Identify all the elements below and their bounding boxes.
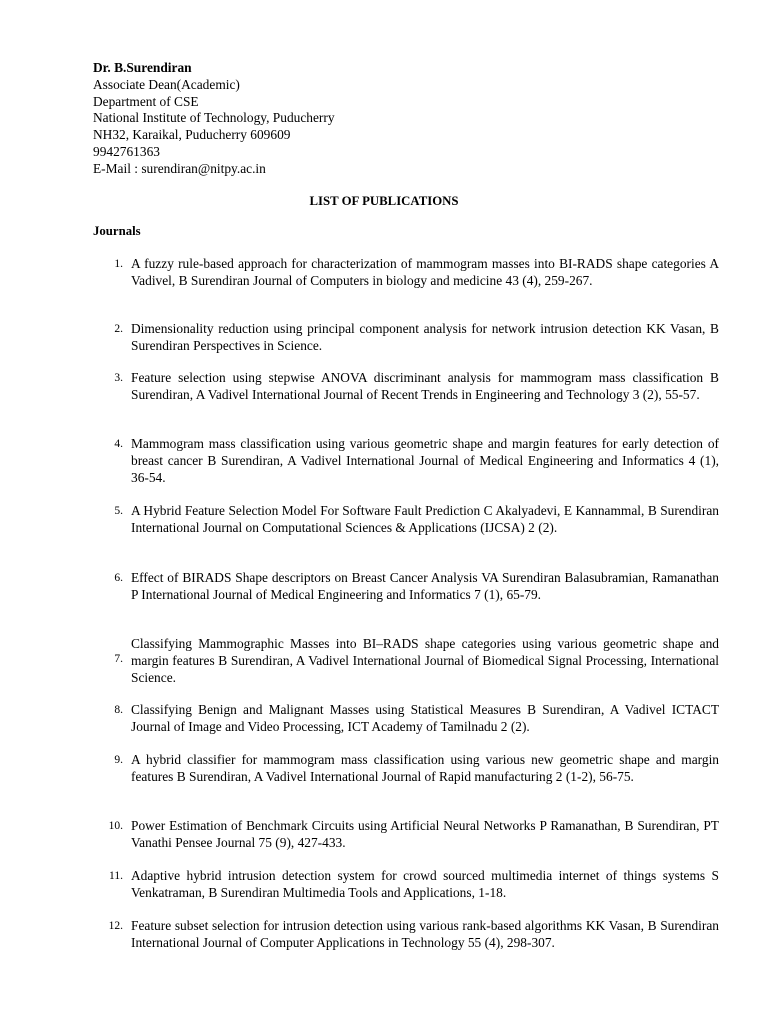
publication-number: 1. xyxy=(114,258,123,270)
publication-text: A hybrid classifier for mammogram mass classification using various new geometric shape and margin features B Surendiran, A Vadivel International Journal of Rapid manufacturing 2 (1-2), 56-75. xyxy=(131,752,719,784)
publication-text: Classifying Mammographic Masses into BI–RADS shape categories using various geometric shape and margin features B Surendiran, A Vadivel International Journal of Biomedical Signal Processing, International Science. xyxy=(131,636,719,685)
publication-number: 7. xyxy=(114,653,123,665)
publication-text: Adaptive hybrid intrusion detection system for crowd sourced multimedia internet of things systems S Venkatraman, B Surendiran Multimedia Tools and Applications, 1-18. xyxy=(131,868,719,900)
author-position: Associate Dean(Academic) xyxy=(93,76,240,92)
publication-text: Power Estimation of Benchmark Circuits using Artificial Neural Networks P Ramanathan, B Surendiran, PT Vanathi Pensee Journal 75 (9), 427-433. xyxy=(131,818,719,850)
publication-text: Dimensionality reduction using principal component analysis for network intrusion detection KK Vasan, B Surendiran Perspectives in Science. xyxy=(131,321,719,353)
author-email: E-Mail : surendiran@nitpy.ac.in xyxy=(93,160,266,176)
publication-number: 2. xyxy=(114,323,123,335)
publication-number: 9. xyxy=(114,754,123,766)
publication-number: 10. xyxy=(108,820,123,832)
author-institute: National Institute of Technology, Puducherry xyxy=(93,110,335,126)
section-heading-journals: Journals xyxy=(93,224,141,238)
publication-number: 5. xyxy=(114,505,123,517)
publication-text: A Hybrid Feature Selection Model For Software Fault Prediction C Akalyadevi, E Kannammal, B Surendiran International Journal on Computational Sciences & Applications (IJCSA) 2 (2). xyxy=(131,503,719,535)
author-header xyxy=(93,60,335,178)
publication-number: 6. xyxy=(114,572,123,584)
publication-text: Effect of BIRADS Shape descriptors on Breast Cancer Analysis VA Surendiran Balasubramian, Ramanathan P International Journal of Medical Engineering and Informatics 7 (1), 65-79. xyxy=(131,570,719,602)
publication-text: Mammogram mass classification using various geometric shape and margin features for early detection of breast cancer B Surendiran, A Vadivel International Journal of Medical Engineering and Informatics 4 (1), 36-54. xyxy=(131,436,719,485)
author-name: Dr. B.Surendiran xyxy=(93,60,192,75)
publication-number: 4. xyxy=(114,438,123,450)
author-phone: 9942761363 xyxy=(93,143,160,159)
document-title-text: LIST OF PUBLICATIONS xyxy=(309,194,459,208)
publication-text: Classifying Benign and Malignant Masses using Statistical Measures B Surendiran, A Vadivel ICTACT Journal of Image and Video Processing, ICT Academy of Tamilnadu 2 (2). xyxy=(131,702,719,734)
publication-number: 3. xyxy=(114,372,123,384)
publication-number: 12. xyxy=(108,920,123,932)
publication-text: Feature subset selection for intrusion detection using various rank-based algorithms KK Vasan, B Surendiran International Journal of Computer Applications in Technology 55 (4), 298-307. xyxy=(131,918,719,950)
author-address: NH32, Karaikal, Puducherry 609609 xyxy=(93,127,291,143)
publication-number: 11. xyxy=(109,870,123,882)
publication-text: A fuzzy rule-based approach for characterization of mammogram masses into BI-RADS shape categories A Vadivel, B Surendiran Journal of Computers in biology and medicine 43 (4), 259-267. xyxy=(131,256,719,288)
author-department: Department of CSE xyxy=(93,93,199,109)
publication-text: Feature selection using stepwise ANOVA discriminant analysis for mammogram mass classification B Surendiran, A Vadivel International Journal of Recent Trends in Engineering and Technology 3 (2), 55-57. xyxy=(131,370,719,402)
publication-number: 8. xyxy=(114,704,123,716)
document-title xyxy=(0,193,768,210)
